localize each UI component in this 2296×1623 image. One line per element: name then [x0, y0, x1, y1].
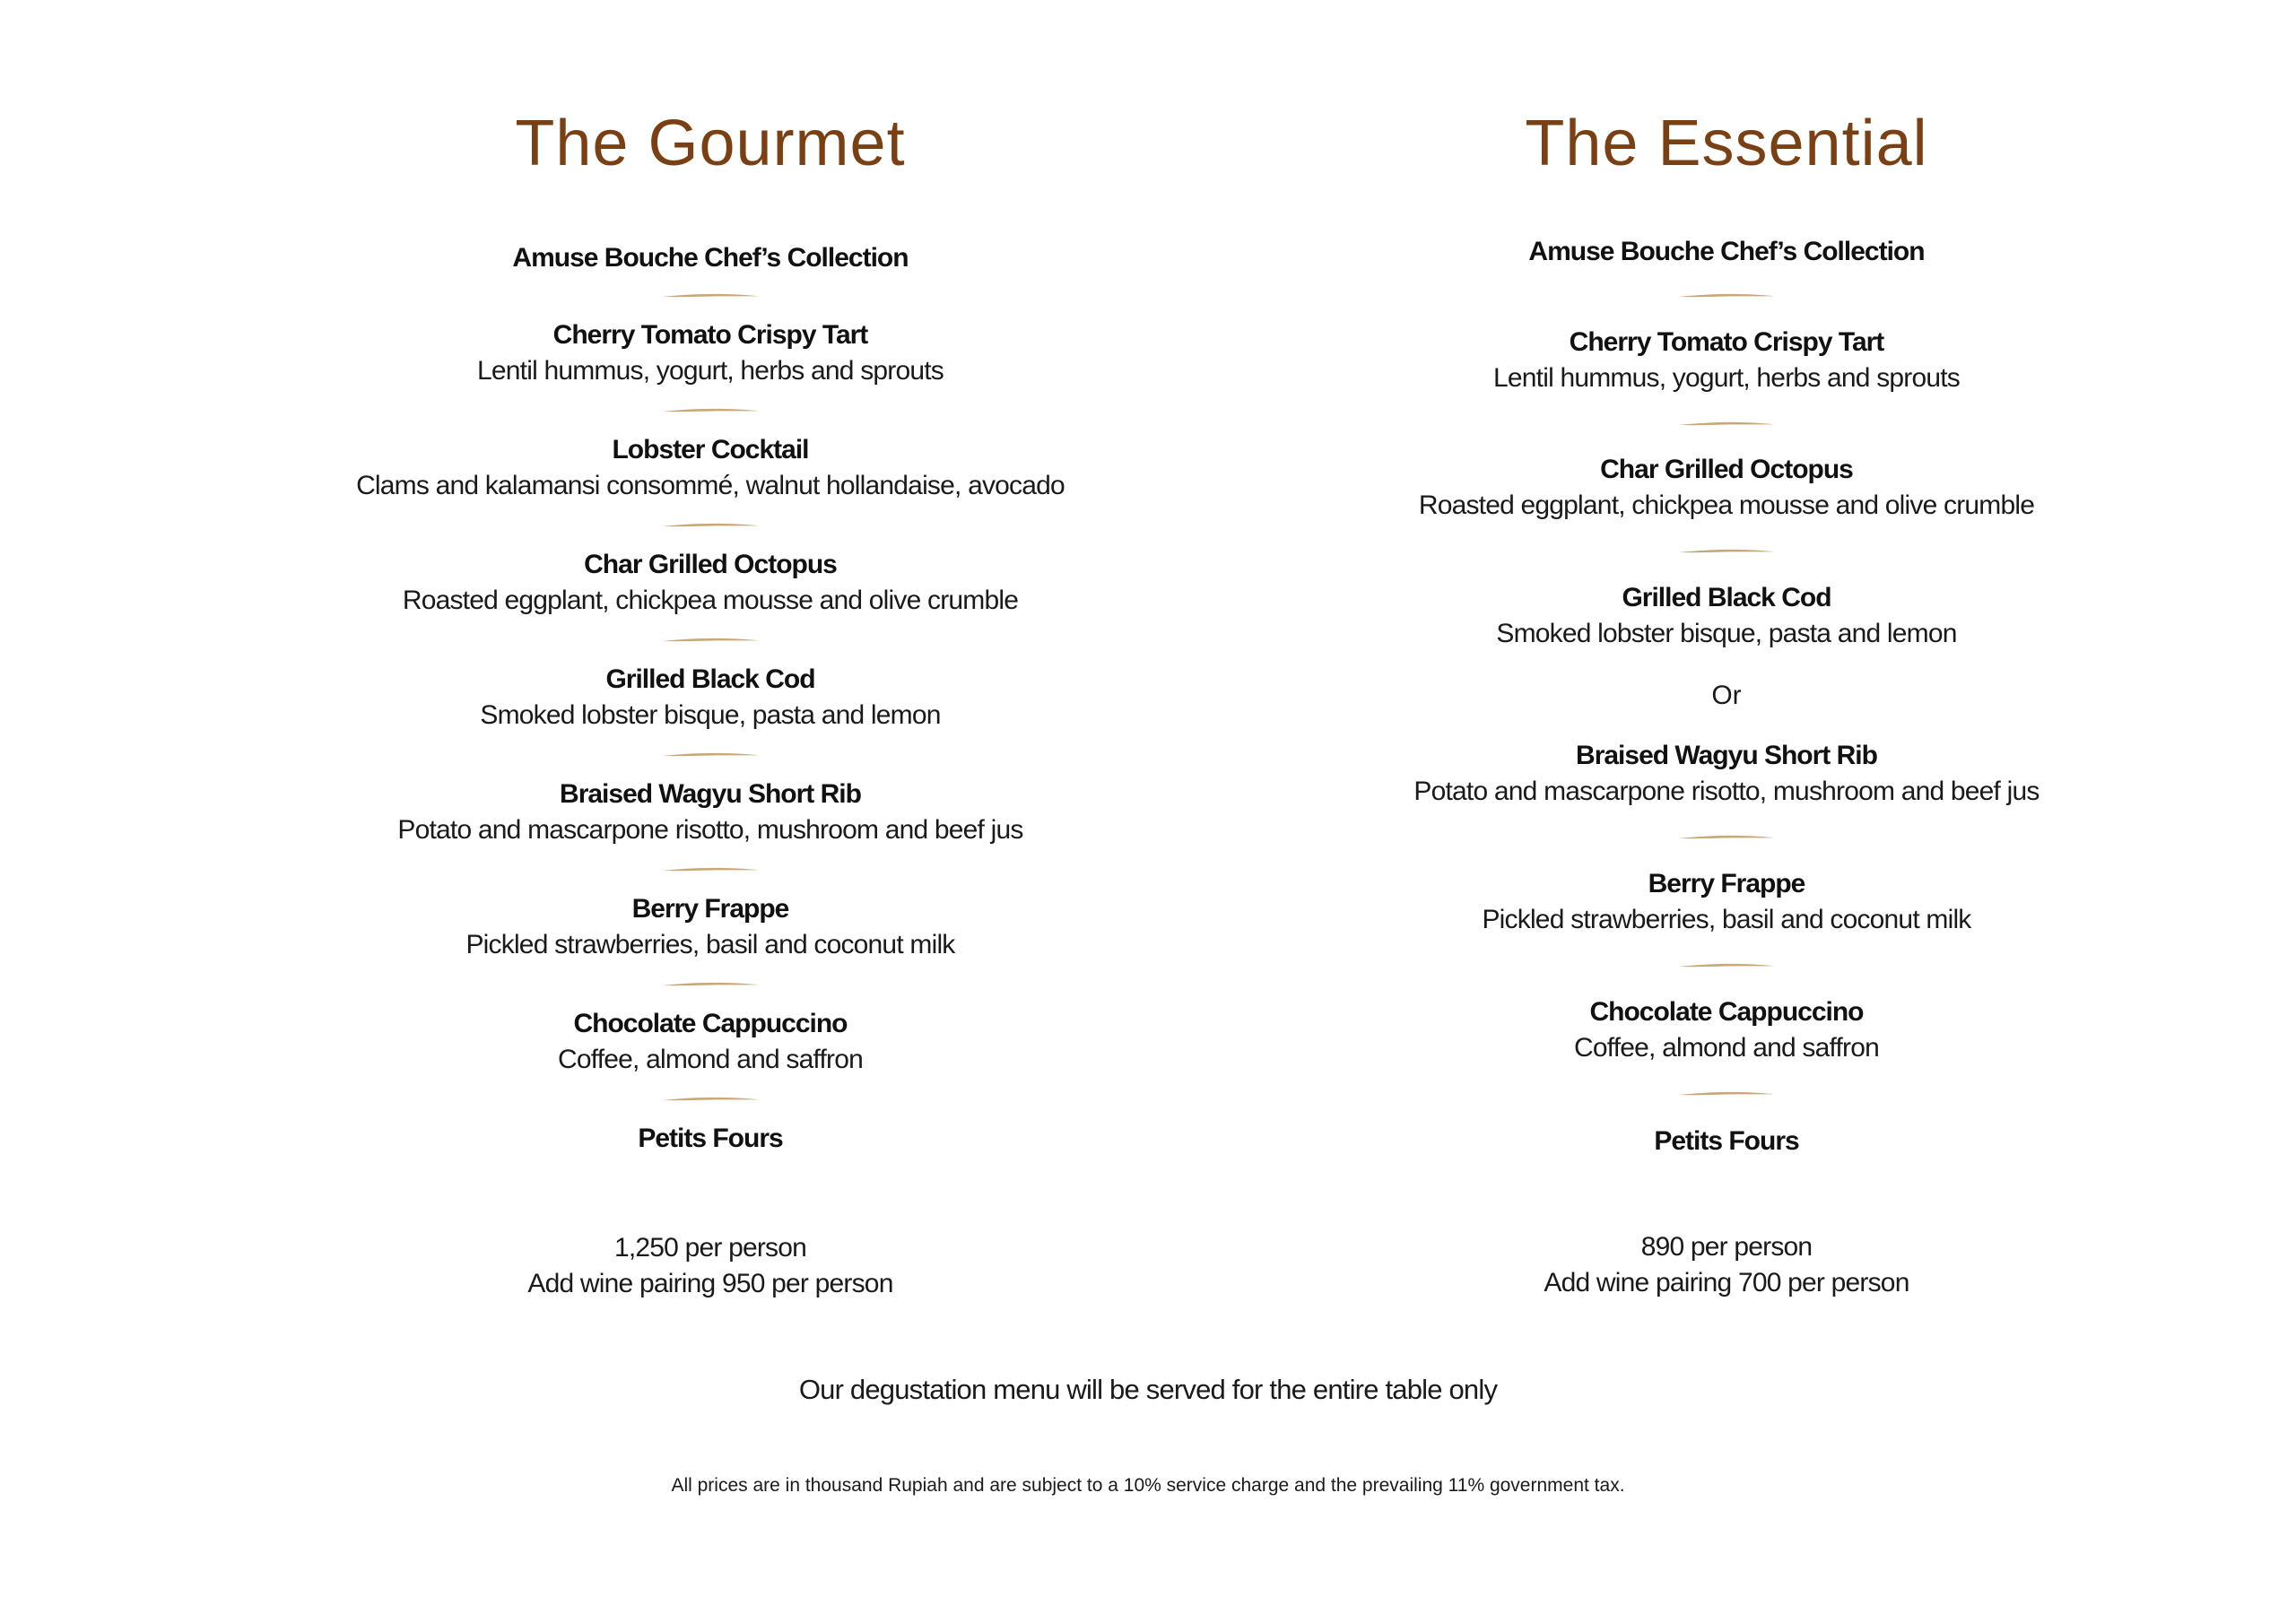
menu-item — [262, 317, 1159, 389]
divider-swash-icon — [1677, 292, 1776, 299]
menu-item — [262, 891, 1159, 963]
dish-name: Amuse Bouche Chef’s Collection — [1528, 237, 1925, 266]
gourmet-title: The Gourmet — [515, 108, 906, 179]
divider-swash-icon — [661, 866, 760, 873]
menu-item — [262, 777, 1159, 848]
or-separator: Or — [1711, 681, 1742, 710]
wine-pairing-price: Add wine pairing 950 per person — [527, 1269, 893, 1298]
divider-swash-icon — [661, 751, 760, 759]
divider-swash-icon — [661, 292, 760, 299]
dish-description: Clams and kalamansi consommé, walnut hollandaise, avocado — [356, 471, 1065, 500]
dish-name: Petits Fours — [1654, 1126, 1799, 1156]
menu-item — [262, 547, 1159, 619]
divider-swash-icon — [1677, 1090, 1776, 1098]
essential-title: The Essential — [1525, 108, 1928, 179]
menu-item — [1278, 234, 2175, 270]
menu-item — [1278, 1124, 2175, 1159]
divider-swash-icon — [1677, 548, 1776, 555]
dish-name: Amuse Bouche Chef’s Collection — [512, 243, 909, 273]
menu-item — [1278, 866, 2175, 938]
menu-item — [262, 240, 1159, 276]
table-service-note: Our degustation menu will be served for the entire table only — [798, 1374, 1498, 1405]
dish-description: Coffee, almond and saffron — [1573, 1033, 1879, 1063]
menu-item — [262, 662, 1159, 733]
dish-name: Cherry Tomato Crispy Tart — [1569, 327, 1884, 357]
dish-description: Lentil hummus, yogurt, herbs and sprouts — [1493, 363, 1960, 393]
dish-description: Potato and mascarpone risotto, mushroom and beef jus — [397, 815, 1023, 845]
menu-item — [1278, 738, 2175, 810]
dish-description: Roasted eggplant, chickpea mousse and olive crumble — [402, 586, 1019, 615]
divider-swash-icon — [661, 981, 760, 988]
dish-description: Potato and mascarpone risotto, mushroom and beef jus — [1413, 777, 2039, 806]
dish-name: Braised Wagyu Short Rib — [560, 779, 861, 809]
menu-item — [262, 1006, 1159, 1078]
tax-disclaimer: All prices are in thousand Rupiah and are subject to a 10% service charge and the prevailing 11% government tax. — [671, 1475, 1625, 1496]
dish-description: Coffee, almond and saffron — [557, 1045, 863, 1074]
dish-name: Grilled Black Cod — [605, 664, 815, 694]
menu-item — [1278, 994, 2175, 1066]
dish-name: Petits Fours — [638, 1124, 783, 1153]
divider-swash-icon — [661, 407, 760, 414]
dish-description: Pickled strawberries, basil and coconut milk — [465, 930, 955, 959]
dish-description: Pickled strawberries, basil and coconut milk — [1482, 905, 1971, 934]
divider-swash-icon — [661, 637, 760, 644]
price-per-person: 1,250 per person — [613, 1233, 807, 1263]
dish-description: Roasted eggplant, chickpea mousse and olive crumble — [1418, 490, 2035, 520]
divider-swash-icon — [661, 1096, 760, 1103]
menu-item — [1278, 325, 2175, 396]
dish-name: Chocolate Cappuccino — [1589, 997, 1864, 1027]
dish-name: Char Grilled Octopus — [1600, 455, 1853, 484]
dish-name: Berry Frappe — [1648, 869, 1805, 898]
divider-swash-icon — [1677, 962, 1776, 969]
divider-swash-icon — [1677, 421, 1776, 428]
wine-pairing-price: Add wine pairing 700 per person — [1544, 1268, 1909, 1298]
menu-item — [1278, 580, 2175, 652]
dish-name: Char Grilled Octopus — [584, 550, 837, 579]
menu-item — [262, 432, 1159, 504]
dish-name: Lobster Cocktail — [612, 435, 809, 464]
dish-name: Grilled Black Cod — [1622, 583, 1831, 612]
dish-name: Chocolate Cappuccino — [573, 1009, 848, 1038]
dish-description: Smoked lobster bisque, pasta and lemon — [480, 700, 941, 730]
menu-item — [262, 1121, 1159, 1157]
price-per-person: 890 per person — [1640, 1232, 1813, 1262]
menu-item — [1278, 452, 2175, 524]
divider-swash-icon — [1677, 834, 1776, 841]
dish-description: Smoked lobster bisque, pasta and lemon — [1496, 619, 1957, 648]
dish-description: Lentil hummus, yogurt, herbs and sprouts — [477, 356, 944, 386]
divider-swash-icon — [661, 522, 760, 529]
dish-name: Berry Frappe — [631, 894, 789, 924]
dish-name: Cherry Tomato Crispy Tart — [552, 320, 868, 350]
dish-name: Braised Wagyu Short Rib — [1576, 741, 1877, 770]
